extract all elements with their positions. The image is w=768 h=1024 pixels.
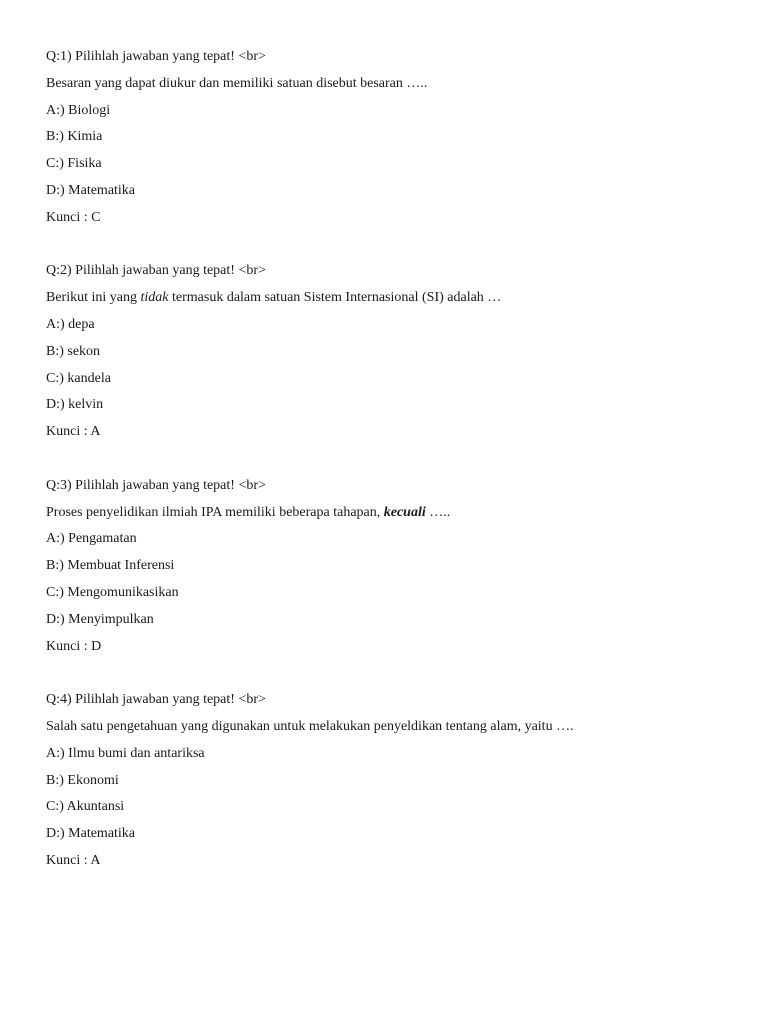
option-d: D:) Menyimpulkan <box>46 611 154 627</box>
spacer <box>46 232 736 259</box>
option-a: A:) depa <box>46 316 95 332</box>
answer-key: Kunci : A <box>46 424 101 440</box>
option-a: A:) Pengamatan <box>46 531 137 547</box>
question-stem-text: termasuk dalam satuan Sistem Internasional (SI) adalah … <box>168 290 502 306</box>
question-header: Q:2) Pilihlah jawaban yang tepat! <br> <box>46 263 266 279</box>
option-d: D:) kelvin <box>46 397 104 413</box>
option-c: C:) kandela <box>46 370 111 386</box>
option-c: C:) Fisika <box>46 156 102 172</box>
question-block-3 <box>46 473 736 661</box>
option-b: B:) sekon <box>46 343 101 359</box>
option-c: C:) Mengomunikasikan <box>46 584 179 600</box>
answer-key: Kunci : C <box>46 209 101 225</box>
question-stem-text: Proses penyelidikan ilmiah IPA memiliki beberapa tahapan, <box>46 504 384 520</box>
spacer <box>46 660 736 687</box>
emphasis-word: kecuali <box>383 504 426 520</box>
question-stem-text: ….. <box>425 504 451 520</box>
option-b: B:) Membuat Inferensi <box>46 558 175 574</box>
option-b: B:) Ekonomi <box>46 772 119 788</box>
question-stem <box>46 285 736 312</box>
option-a: A:) Biologi <box>46 102 111 118</box>
question-stem-text: Salah satu pengetahuan yang digunakan untuk melakukan penyeldikan tentang alam, yaitu …. <box>46 718 574 734</box>
emphasis-word: tidak <box>140 290 169 306</box>
question-block-4 <box>46 687 736 875</box>
question-header: Q:1) Pilihlah jawaban yang tepat! <br> <box>46 49 266 64</box>
question-block-1 <box>46 44 736 232</box>
spacer <box>46 446 736 473</box>
answer-key: Kunci : A <box>46 852 101 868</box>
option-d: D:) Matematika <box>46 826 136 842</box>
option-c: C:) Akuntansi <box>46 799 125 815</box>
document-page <box>46 44 736 875</box>
question-stem-text: Berikut ini yang <box>46 290 141 306</box>
question-header: Q:4) Pilihlah jawaban yang tepat! <br> <box>46 692 266 708</box>
question-stem <box>46 71 736 98</box>
answer-key: Kunci : D <box>46 638 102 654</box>
question-stem <box>46 714 736 741</box>
option-d: D:) Matematika <box>46 182 136 198</box>
option-a: A:) Ilmu bumi dan antariksa <box>46 745 205 761</box>
question-header: Q:3) Pilihlah jawaban yang tepat! <br> <box>46 477 266 493</box>
question-stem-text: Besaran yang dapat diukur dan memiliki satuan disebut besaran ….. <box>46 75 428 91</box>
question-stem <box>46 500 736 527</box>
question-block-2 <box>46 258 736 446</box>
option-b: B:) Kimia <box>46 129 103 145</box>
